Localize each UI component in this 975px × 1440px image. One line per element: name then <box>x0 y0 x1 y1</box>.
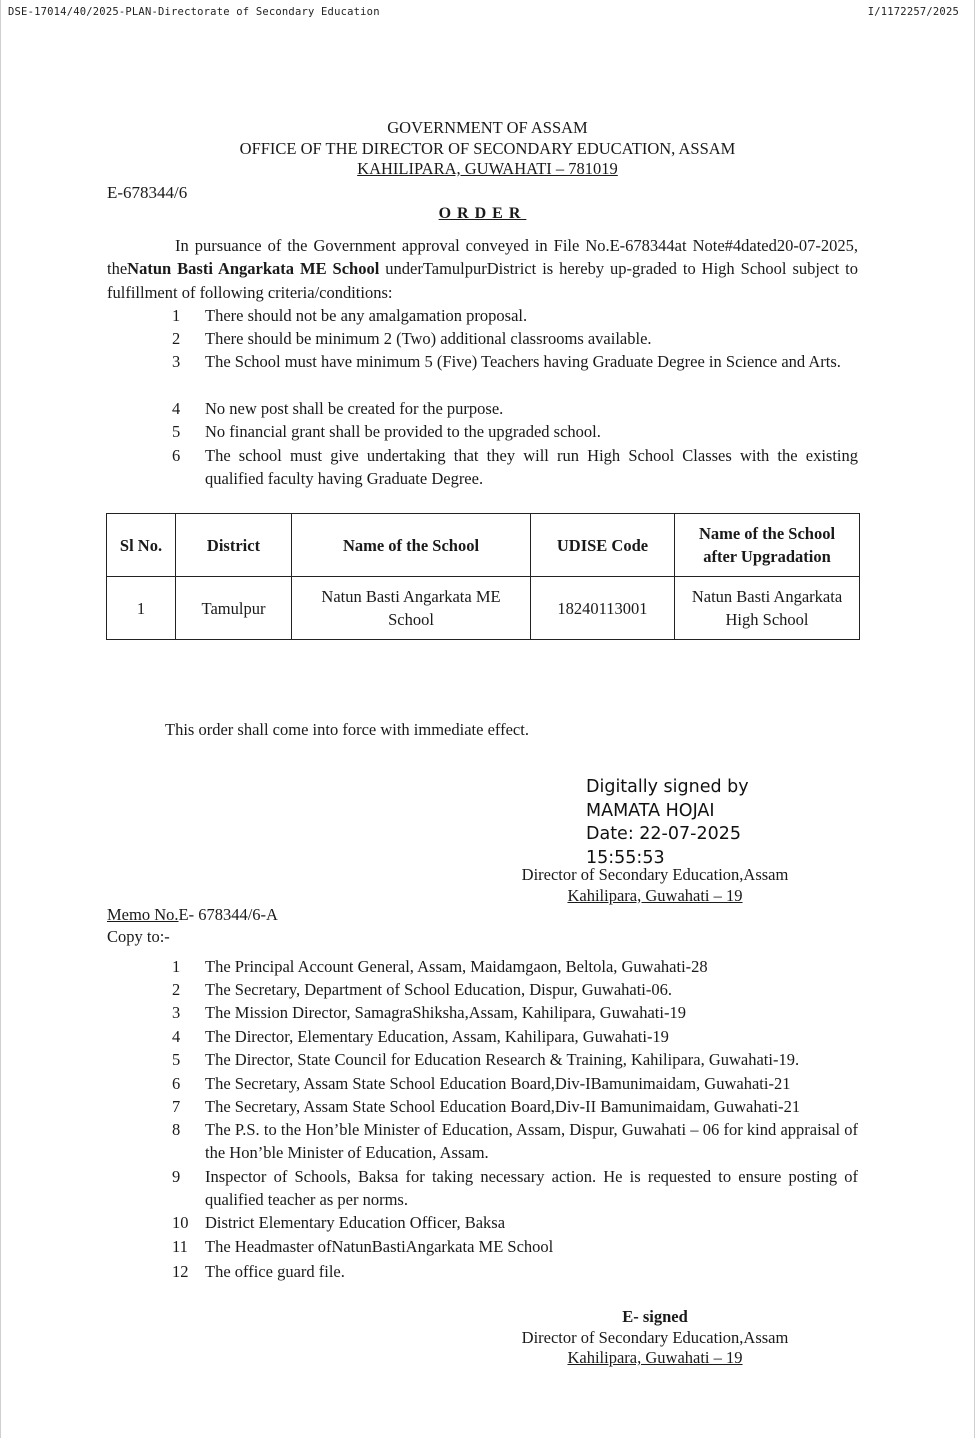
condition-text: The school must give undertaking that they will run High School Classes with the existing qualified faculty having Graduate Degree. <box>205 446 858 489</box>
letterhead-address <box>0 159 975 179</box>
file-number: DSE-17014/40/2025-PLAN-Directorate of Secondary Education <box>8 6 380 18</box>
digital-signature <box>586 776 749 870</box>
condition-number: 6 <box>172 446 181 465</box>
condition-number: 5 <box>172 422 181 441</box>
intro-part1: In pursuance of the Government approval conveyed in File No.E-678344at Note#4dated20-07-2025, the <box>107 236 858 279</box>
copy-number: 3 <box>172 1003 181 1022</box>
signatory-block <box>470 865 840 906</box>
copy-item <box>172 1260 858 1283</box>
copy-text: The Headmaster ofNatunBastiAngarkata ME School <box>205 1237 554 1256</box>
table-header-row <box>107 514 860 577</box>
esigned-label: E- signed <box>622 1307 688 1326</box>
condition-item <box>172 444 858 491</box>
intro-part2: underTamulpurDistrict is hereby up-graded to High School subject to fulfillment of following criteria/conditions: <box>107 259 858 302</box>
copy-item <box>172 955 858 978</box>
cell-school-name: Natun Basti Angarkata ME School <box>292 577 531 640</box>
copy-item <box>172 978 858 1001</box>
copy-text: The office guard file. <box>205 1262 345 1281</box>
copy-text: District Elementary Education Officer, Baksa <box>205 1213 506 1232</box>
copy-item <box>172 1235 858 1258</box>
copy-text: The Secretary, Assam State School Education Board,Div-II Bamunimaidam, Guwahati-21 <box>205 1097 801 1116</box>
copy-number: 4 <box>172 1027 181 1046</box>
reference-number: I/1172257/2025 <box>867 6 959 18</box>
copy-text: The Secretary, Department of School Education, Dispur, Guwahati-06. <box>205 980 673 999</box>
force-statement: This order shall come into force with immediate effect. <box>165 720 529 739</box>
condition-text: There should be minimum 2 (Two) additional classrooms available. <box>205 329 652 348</box>
digital-signature-date: Date: 22-07-2025 <box>586 824 741 844</box>
memo-block <box>107 904 278 948</box>
copy-number: 8 <box>172 1120 181 1139</box>
copy-text: Inspector of Schools, Baksa for taking necessary action. He is requested to ensure posting of qualified teacher as per norms. <box>205 1167 858 1210</box>
copy-item <box>172 1048 858 1071</box>
copy-number: 9 <box>172 1167 181 1186</box>
school-upgrade-table <box>106 513 860 640</box>
condition-text: The School must have minimum 5 (Five) Teachers having Graduate Degree in Science and Arts. <box>205 352 841 371</box>
copy-item <box>172 1211 858 1234</box>
condition-text: No financial grant shall be provided to the upgraded school. <box>205 422 601 441</box>
intro-school-name: Natun Basti Angarkata ME School <box>127 259 380 279</box>
condition-number: 4 <box>172 399 181 418</box>
header-sl-no: Sl No. <box>107 514 176 577</box>
copy-item <box>172 1025 858 1048</box>
copy-number: 12 <box>172 1262 189 1281</box>
digital-signature-line1: Digitally signed by <box>586 777 749 797</box>
memo-number: E- 678344/6-A <box>178 905 278 924</box>
copy-item <box>172 1001 858 1024</box>
copy-item <box>172 1072 858 1095</box>
condition-number: 2 <box>172 329 181 348</box>
cell-udise-code: 18240113001 <box>531 577 675 640</box>
condition-item <box>172 327 858 350</box>
esign-designation: Director of Secondary Education,Assam <box>521 1327 789 1347</box>
cell-sl-no: 1 <box>107 577 176 640</box>
copy-number: 7 <box>172 1097 181 1116</box>
header-district: District <box>176 514 292 577</box>
copy-item <box>172 1165 858 1212</box>
copy-number: 10 <box>172 1213 189 1232</box>
copy-to-label: Copy to:- <box>107 927 170 946</box>
condition-number: 3 <box>172 352 181 371</box>
copy-text: The Principal Account General, Assam, Maidamgaon, Beltola, Guwahati-28 <box>205 957 708 976</box>
letterhead-government: GOVERNMENT OF ASSAM <box>387 118 588 137</box>
esign-address: Kahilipara, Guwahati – 19 <box>567 1348 743 1367</box>
letterhead-office: OFFICE OF THE DIRECTOR OF SECONDARY EDUCATION, ASSAM <box>239 139 736 158</box>
condition-item <box>172 350 858 373</box>
copy-number: 11 <box>172 1237 188 1256</box>
condition-item <box>172 420 858 443</box>
copy-text: The Secretary, Assam State School Education Board,Div-IBamunimaidam, Guwahati-21 <box>205 1074 791 1093</box>
condition-number: 1 <box>172 306 181 325</box>
signatory-designation: Director of Secondary Education,Assam <box>521 865 789 884</box>
condition-item <box>172 397 858 420</box>
signatory-address: Kahilipara, Guwahati – 19 <box>567 885 743 905</box>
copy-text: The Director, Elementary Education, Assam, Kahilipara, Guwahati-19 <box>205 1027 669 1046</box>
condition-text: No new post shall be created for the purpose. <box>205 399 504 418</box>
copy-text: The Director, State Council for Education Research & Training, Kahilipara, Guwahati-19. <box>205 1050 800 1069</box>
order-reference: E-678344/6 <box>107 183 188 202</box>
copy-number: 1 <box>172 957 181 976</box>
condition-item <box>172 304 858 327</box>
header-school-after-upgradation: Name of the School after Upgradation <box>675 514 860 577</box>
digital-signature-time: 15:55:53 <box>586 847 665 868</box>
copy-item <box>172 1095 858 1118</box>
copy-text: The Mission Director, SamagraShiksha,Assam, Kahilipara, Guwahati-19 <box>205 1003 686 1022</box>
esign-block <box>470 1307 840 1369</box>
condition-text: There should not be any amalgamation proposal. <box>205 306 528 325</box>
letterhead-address-text: KAHILIPARA, GUWAHATI – 781019 <box>357 159 618 178</box>
copy-text: The P.S. to the Hon’ble Minister of Education, Assam, Dispur, Guwahati – 06 for kind appraisal of the Hon’ble Minister of Education, Assam. <box>205 1120 858 1163</box>
copy-number: 6 <box>172 1074 181 1093</box>
cell-school-after-upgradation: Natun Basti Angarkata High School <box>675 577 860 640</box>
memo-label: Memo No. <box>107 905 179 924</box>
table-row <box>107 577 860 640</box>
copy-item <box>172 1118 858 1165</box>
digital-signature-name: MAMATA HOJAI <box>586 800 715 821</box>
order-intro-paragraph <box>107 234 858 304</box>
cell-district: Tamulpur <box>176 577 292 640</box>
copy-number: 2 <box>172 980 181 999</box>
header-school-name: Name of the School <box>292 514 531 577</box>
header-udise-code: UDISE Code <box>531 514 675 577</box>
copy-number: 5 <box>172 1050 181 1069</box>
order-title: ORDER <box>438 205 527 222</box>
